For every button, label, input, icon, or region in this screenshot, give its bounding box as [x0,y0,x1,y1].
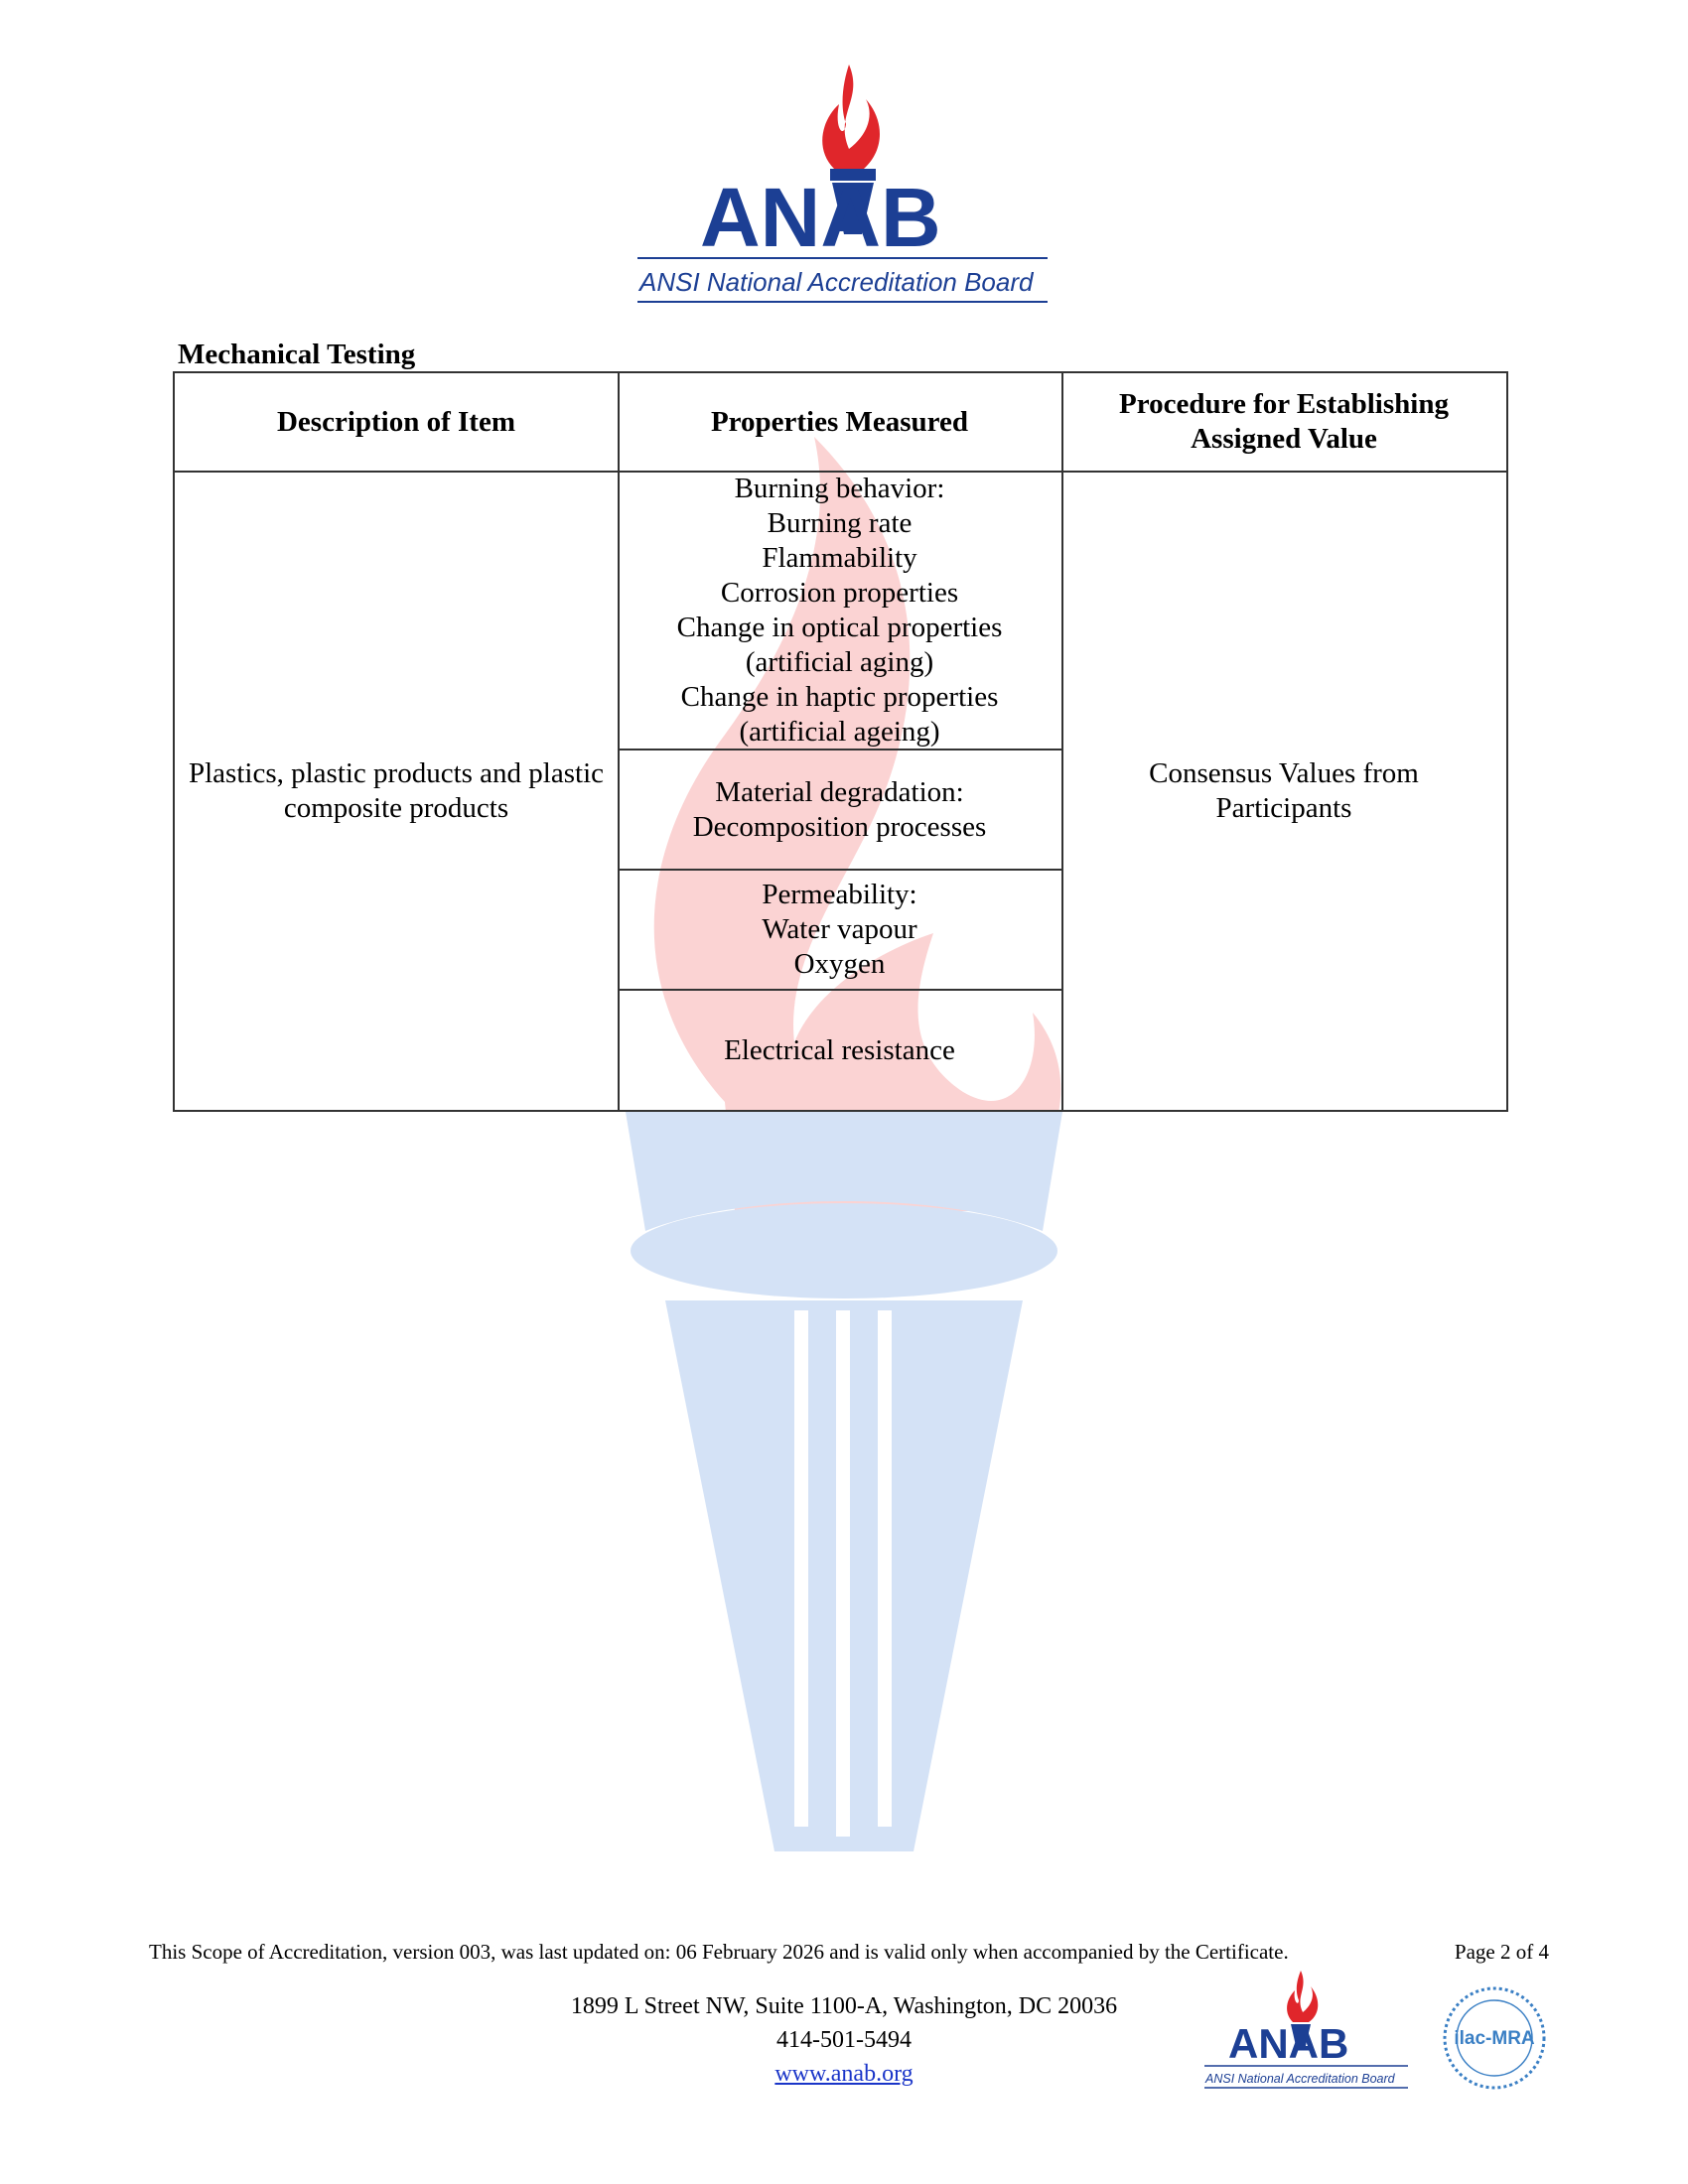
property-line: Water vapour [762,913,917,945]
properties-group-burning [618,473,1061,749]
property-line: Corrosion properties [720,577,959,609]
header-procedure: Procedure for Establishing Assigned Value [1119,388,1449,455]
footer-logo-wordmark: ANAB [1228,2020,1349,2067]
anab-footer-logo [1204,1971,1408,2088]
property-line: (artificial aging) [745,646,934,678]
header-properties: Properties Measured [710,405,969,438]
flame-icon [1287,1971,1318,2022]
property-line: Burning behavior: [734,473,945,504]
property-line: Burning rate [767,507,913,539]
item-description: Plastics, plastic products and plastic composite products [188,757,604,824]
footer-address-block [447,1989,1241,2091]
footer-logos [1192,1971,1549,2100]
properties-group-permeability [618,871,1061,989]
footer-phone: 414-501-5494 [776,2027,912,2053]
ilac-label: ilac-MRA [1454,2028,1535,2049]
procedure-value: Consensus Values from Participants [1149,757,1419,824]
header-description: Description of Item [276,405,515,438]
property-line: Change in optical properties [676,612,1003,643]
property-line: (artificial ageing) [739,716,940,748]
anab-header-logo [0,0,1688,318]
property-line: Electrical resistance [724,1033,955,1066]
property-line: Material degradation: [715,775,964,808]
footer-note: This Scope of Accreditation, version 003, was last updated on: 06 February 2026 and is valid only when accompanied by the Certificate. [149,1940,1289,1964]
flame-icon [822,65,880,169]
property-line: Flammability [762,542,917,574]
property-line: Oxygen [793,948,886,980]
scope-table [173,371,1508,1112]
properties-group-degradation [618,751,1061,869]
property-line: Permeability: [762,879,917,910]
footer-address: 1899 L Street NW, Suite 1100-A, Washington, DC 20036 [570,1993,1118,2019]
anab-logo-mark [635,60,1053,308]
properties-group-electrical [618,991,1061,1110]
property-line: Change in haptic properties [680,681,999,713]
page-number: Page 2 of 4 [1454,1940,1549,1964]
logo-wordmark: ANAB [700,171,941,264]
footer-logo-subtitle: ANSI National Accreditation Board [1205,2072,1395,2086]
ilac-mra-logo [1445,1988,1544,2088]
website-link[interactable]: www.anab.org [774,2061,914,2087]
logo-subtitle: ANSI National Accreditation Board [639,267,1034,297]
property-line: Decomposition processes [692,810,987,843]
section-title: Mechanical Testing [178,339,416,370]
